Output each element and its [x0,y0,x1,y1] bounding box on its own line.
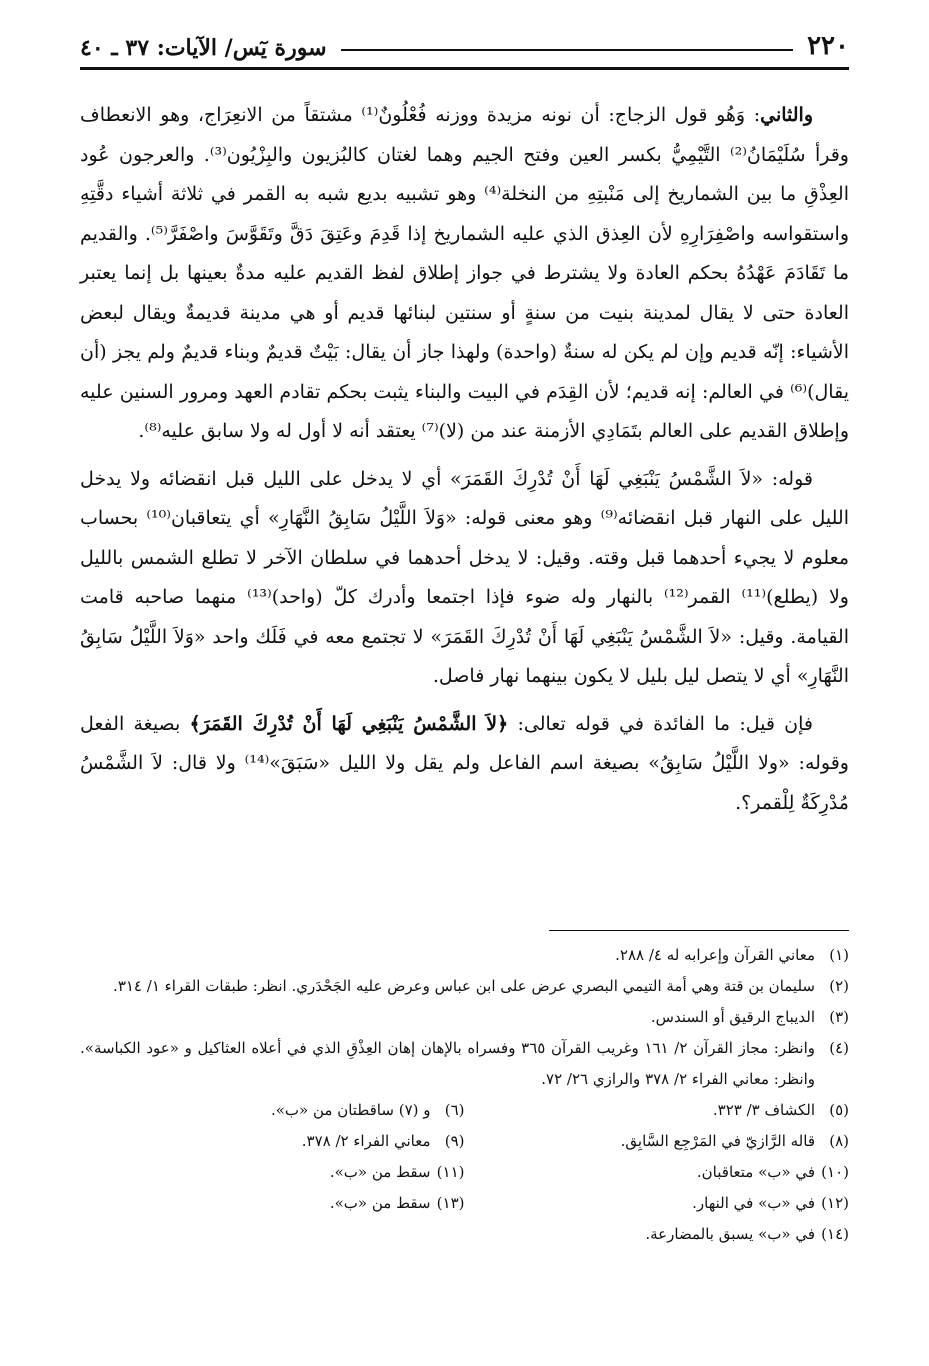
footnote-number: (١٠) [821,1163,849,1181]
footnote-number: (١) [829,946,849,964]
paragraph-text: قوله: «لاَ الشَّمْسُ يَنْبَغِي لَهَا أَنْ تُدْرِكَ القَمَرَ» أي لا يدخل على الليل قبل انقضائه ولا يدخل الليل على النهار قبل انقضائه⁽⁹⁾ وهو معنى قوله: «وَلاَ اللَّيْلُ سَابِقُ النَّهَارِ» أي يتعاقبان⁽¹⁰⁾ بحساب معلوم لا يجيء أحدهما قبل وقته. وقيل: لا يدخل أحدهما في سلطان الآخر لا تطلع الشمس بالليل ولا (يطلع)⁽¹¹⁾ القمر⁽¹²⁾ بالنهار وله ضوء فإذا اجتمعا وأدرك كلّ (واحد)⁽¹³⁾ منهما صاحبه قامت القيامة. وقيل: «لاَ الشَّمْسُ يَنْبَغِي لَهَا أَنْ تُدْرِكَ القَمَرَ» لا تجتمع معه في فَلَك واحد «وَلاَ اللَّيْلُ سَابِقُ النَّهَارِ» أي لا يتصل ليل بليل لا يكون بينهما نهار فاصل. [80,467,849,687]
footnote-row [80,1188,849,1219]
footnote [80,1219,849,1250]
footnote-text: وانظر: مجاز القرآن ٢/ ١٦١ وغريب القرآن ٣٦٥ وفسراه بالإهان إهان العِذْقِ الذي في أعلاه العثاكيل و «عود الكباسة». وانظر: معاني الفراء ٢/ ٣٧٨ والرازي ٢٦/ ٧٢. [80,1039,816,1088]
main-text [80,96,849,831]
footnote-number: (١٣) [436,1194,465,1212]
footnote-row [80,1157,849,1188]
page-header [80,26,849,70]
footnote [465,1188,850,1219]
footnote-number: (١١) [436,1163,465,1181]
footnote-number: (٤) [829,1039,849,1057]
footnote-number: (٨) [829,1132,849,1150]
footnote-number: (٦) [444,1101,465,1119]
footnote-text: في «ب» يسبق بالمضارعة. [645,1225,815,1243]
paragraph-3 [80,705,849,824]
footnote-row [80,1095,849,1126]
paragraph-2 [80,460,849,697]
footnote-text: سليمان بن قتة وهي أمة التيمي البصري عرض على ابن عباس وعرض عليه الجَحْدَري. انظر: طبقات القراء ١/ ٣١٤. [113,977,815,995]
footnote [80,1188,465,1219]
footnotes [80,940,849,1250]
footnote-text: الديباج الرقيق أو السندس. [650,1008,815,1026]
footnote-number: (٩) [444,1132,465,1150]
footnote-text: سقط من «ب». [329,1163,431,1181]
footnote [80,1126,465,1157]
paragraph-text: بصيغة الفعل وقوله: «ولا اللَّيْلُ سَابِقُ» بصيغة اسم الفاعل ولم يقل ولا الليل «سَبَقَ»⁽¹⁴⁾ ولا قال: لاَ الشَّمْسُ مُدْرِكَةٌ لِلْقمر؟. [80,712,849,814]
footnote-number: (٣) [829,1008,849,1026]
footnote [465,1095,850,1126]
paragraph-text: : وَهُو قول الزجاج: أن نونه مزيدة ووزنه فُعْلُونٌ⁽¹⁾ مشتقاً من الانعِرَاج، وهو الانعطاف وقرأ سُلَيْمَانُ⁽²⁾ التَّيْمِيُّ بكسر العين وفتح الجيم وهما لغتان كالبُزيون والبِزْيُون⁽³⁾. والعرجون عُود العِذْقِ ما بين الشماريخ إلى مَنْبتِهِ من النخلة⁽⁴⁾ وهو تشبيه بديع شبه به القمر في ثلاثة أشياء دقَّتِهِ واستقواسه واصْفِرَارِهِ لأن العِذق الذي عليه الشماريخ إذا قَدِمَ وعَتِقَ دَقَّ وتَقَوَّسَ واصْفَرَّ⁽⁵⁾. والقديم ما تَقَادَمَ عَهْدُهُ بحكم العادة ولا يشترط في جواز إطلاق لفظ القديم عليه مدةٌ بعينها بل إنما يعتبر العادة حتى لا يقال لمدينة بنيت من سنةٍ أو سنتين لبنائها قديم أو هي مدينة قديمةٌ ويقال لبعض الأشياء: إنّه قديم وإن لم يكن له سنةٌ (واحدة) ولهذا جاز أن يقال: بَيْتٌ قديمٌ وبناء قديمٌ ولم يجز (أن يقال)⁽⁶⁾ في العالم: إنه قديم؛ لأن القِدَم في البيت والبناء يثبت بحكم تقادم العهد ومرور السنين عليه وإطلاق القديم على العالم بتَمَادِي الأزمنة عند من (لا)⁽⁷⁾ يعتقد أنه لا أول له ولا سابق عليه⁽⁸⁾. [80,104,849,442]
footnote-text: الكشاف ٣/ ٣٢٣. [712,1101,815,1119]
footnote-number: (٢) [829,977,849,995]
footnote [80,1033,849,1095]
footnote-text: قاله الرَّازيّ في المَرْجِع السَّابِق. [620,1132,815,1150]
footnote-number: (٥) [829,1101,849,1119]
footnote-text: معاني القرآن وإعرابه له ٤/ ٢٨٨. [615,946,815,964]
footnote [465,1126,850,1157]
header-rule [341,49,794,51]
paragraph-text: فإن قيل: ما الفائدة في قوله تعالى: [508,712,813,735]
footnote [465,1157,850,1188]
page-number: ٢٢٠ [807,31,849,61]
footnote-text: في «ب» في النهار. [692,1194,815,1212]
footnote-text: معاني الفراء ٢/ ٣٧٨. [301,1132,431,1150]
paragraph-lead: والثاني [760,104,813,126]
footnote-row [80,1126,849,1157]
footnote [80,940,849,971]
footnote [80,1002,849,1033]
footnote-separator [549,930,849,931]
quran-verse: ﴿لاَ الشَّمْسُ يَنْبَغِي لَهَا أَنْ تُدْرِكَ القَمَرَ﴾ [189,712,509,735]
running-title: سورة يٓس/ الآيات: ٣٧ ـ ٤٠ [80,35,327,61]
footnote-number: (١٢) [821,1194,849,1212]
footnote-text: و (٧) ساقطتان من «ب». [270,1101,431,1119]
footnote [80,1157,465,1188]
footnote [80,1095,465,1126]
footnote-number: (١٤) [821,1225,849,1243]
footnote-text: في «ب» متعاقبان. [696,1163,815,1181]
paragraph-1 [80,96,849,452]
footnote [80,971,849,1002]
footnote-text: سقط من «ب». [329,1194,431,1212]
